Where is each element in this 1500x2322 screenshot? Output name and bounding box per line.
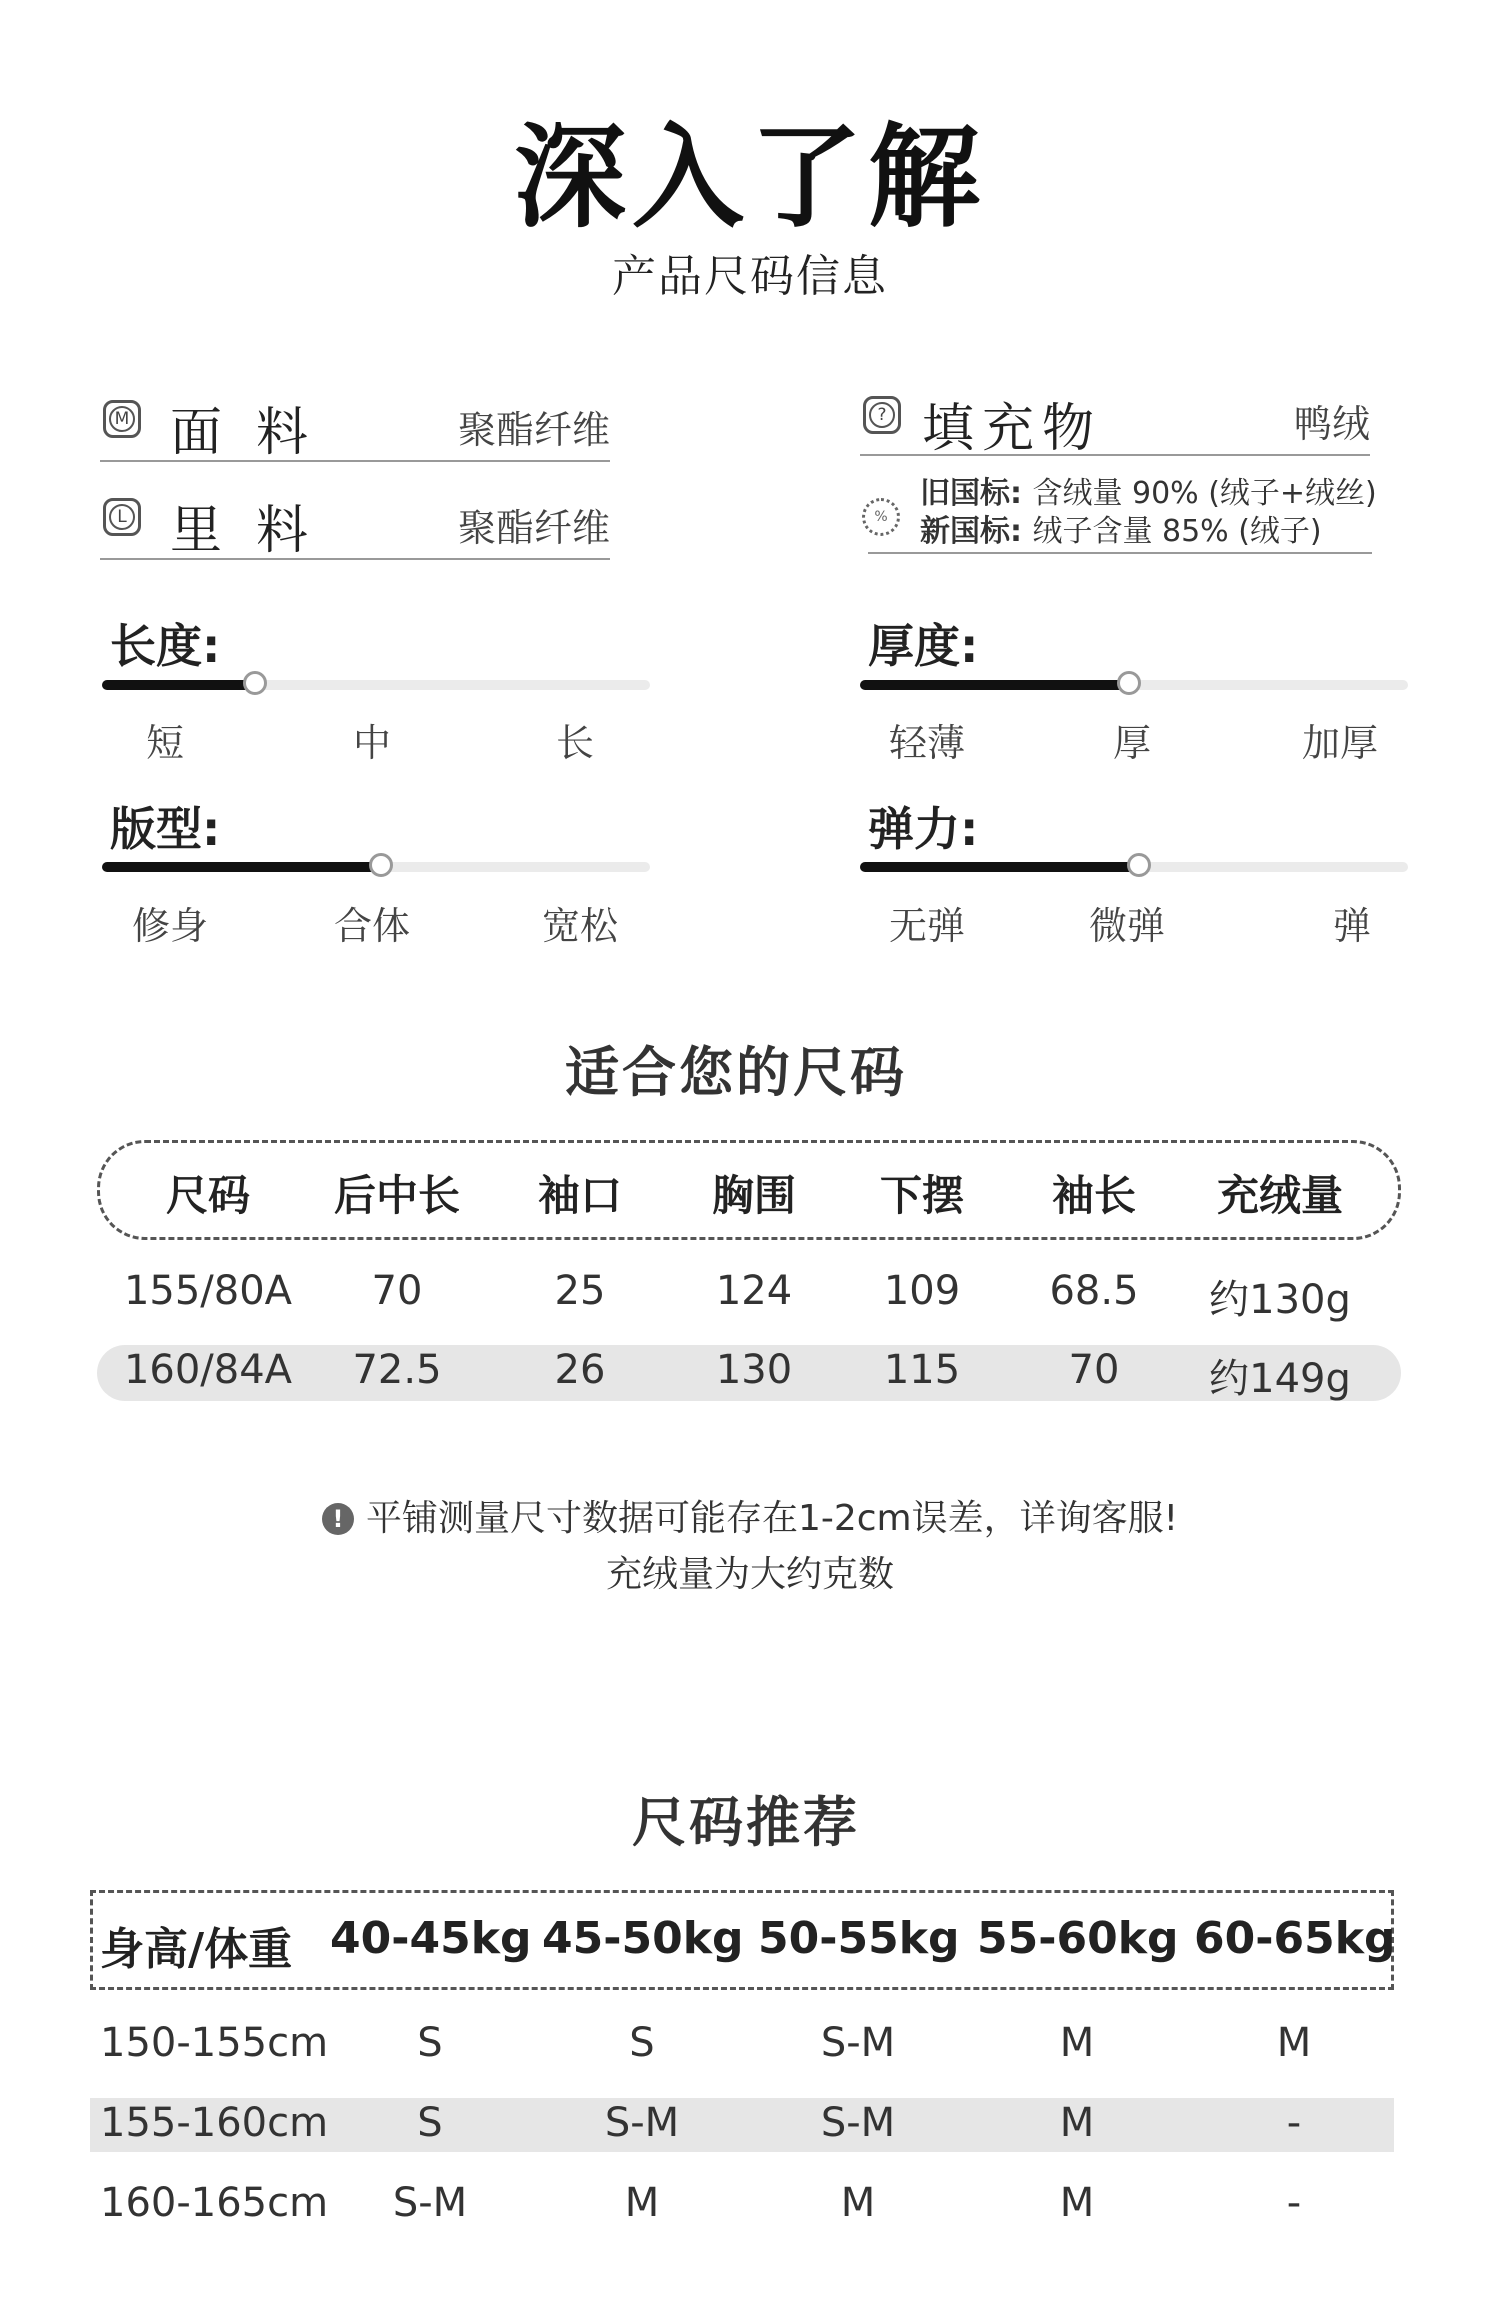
down-percent-icon: % — [862, 498, 900, 536]
material-lining-row — [100, 488, 610, 560]
size-table-cell: 124 — [715, 1268, 793, 1314]
recommend-table-cell: M — [1059, 2100, 1095, 2146]
recommend-table-cell: M — [624, 2180, 660, 2226]
size-table-cell: 约149g — [1209, 1356, 1351, 1402]
filling-icon: ? — [863, 396, 901, 434]
material-lining-value: 聚酯纤维 — [457, 506, 610, 550]
size-table-cell: 约130g — [1209, 1277, 1351, 1323]
recommend-table-cell: 160-165cm — [100, 2180, 329, 2226]
recommend-table-cell: S — [629, 2020, 655, 2066]
size-table-header-cell: 袖长 — [1051, 1171, 1136, 1220]
thickness-title: 厚度: — [868, 619, 979, 673]
length-fill — [102, 680, 255, 690]
exclamation-icon: ! — [322, 1503, 354, 1535]
length-tick-short: 短 — [145, 721, 184, 765]
size-table-cell: 70 — [371, 1268, 423, 1314]
recommend-table-cell: M — [1059, 2180, 1095, 2226]
length-tick-mid: 中 — [352, 721, 391, 765]
size-table-header-cell: 后中长 — [333, 1171, 460, 1220]
fit-track — [102, 862, 650, 872]
material-filling-label: 填充物 — [922, 399, 1103, 459]
elasticity-knob — [1127, 853, 1151, 877]
elasticity-fill — [860, 862, 1139, 872]
size-table-cell: 130 — [715, 1347, 793, 1393]
elasticity-tick-none: 无弹 — [888, 904, 965, 948]
size-table-cell: 160/84A — [123, 1347, 293, 1393]
thickness-tick-thick: 厚 — [1112, 721, 1151, 765]
recommend-table-header-cell: 身高/体重 — [100, 1924, 293, 1975]
recommend-table-cell: M — [1276, 2020, 1312, 2066]
fit-tick-loose: 宽松 — [541, 904, 618, 948]
elasticity-track — [860, 862, 1408, 872]
length-title: 长度: — [110, 619, 221, 673]
recommend-table-header-cell: 40-45kg — [330, 1913, 532, 1964]
size-table-cell: 68.5 — [1049, 1268, 1139, 1314]
size-table-header-cell: 胸围 — [711, 1171, 796, 1220]
new-standard: 新国标: 绒子含量 85% (绒子) — [920, 514, 1322, 549]
fit-tick-slim: 修身 — [131, 904, 208, 948]
size-table-header-cell: 充绒量 — [1216, 1171, 1343, 1220]
material-fabric-label: 面料 — [170, 403, 343, 463]
recommend-table-cell: S-M — [392, 2180, 468, 2226]
recommend-table-cell: M — [1059, 2020, 1095, 2066]
page-title: 深入了解 — [514, 113, 986, 243]
size-table-header-cell: 尺码 — [165, 1171, 250, 1220]
fit-fill — [102, 862, 381, 872]
recommend-table-cell: 150-155cm — [100, 2020, 329, 2066]
size-table-cell: 70 — [1068, 1347, 1120, 1393]
note-line-2: 充绒量为大约克数 — [605, 1554, 894, 1595]
old-standard: 旧国标: 含绒量 90% (绒子+绒丝) — [920, 476, 1377, 511]
recommend-table-header-cell: 50-55kg — [758, 1913, 960, 1964]
elasticity-tick-stretch: 弹 — [1332, 904, 1371, 948]
recommend-table-header-cell: 45-50kg — [542, 1913, 744, 1964]
fabric-icon: M — [103, 400, 141, 438]
recommend-table-title: 尺码推荐 — [632, 1791, 860, 1854]
size-table-header-cell: 袖口 — [537, 1171, 622, 1220]
material-fabric-value: 聚酯纤维 — [457, 408, 610, 452]
recommend-table-header-cell: 60-65kg — [1194, 1913, 1396, 1964]
elasticity-tick-slight: 微弹 — [1088, 904, 1165, 948]
length-knob — [243, 671, 267, 695]
size-table-cell: 25 — [554, 1268, 606, 1314]
thickness-track — [860, 680, 1408, 690]
recommend-table-cell: - — [1286, 2100, 1302, 2146]
size-table-cell: 115 — [883, 1347, 961, 1393]
size-table-header-cell: 下摆 — [879, 1171, 964, 1220]
recommend-table-cell: - — [1286, 2180, 1302, 2226]
recommend-table-cell: S-M — [604, 2100, 680, 2146]
length-tick-long: 长 — [555, 721, 594, 765]
fit-tick-regular: 合体 — [333, 904, 410, 948]
recommend-table-header-cell: 55-60kg — [977, 1913, 1179, 1964]
thickness-tick-light: 轻薄 — [888, 721, 965, 765]
lining-icon: L — [103, 498, 141, 536]
fit-title: 版型: — [110, 802, 221, 856]
recommend-table-cell: S — [417, 2020, 443, 2066]
recommend-table-cell: S — [417, 2100, 443, 2146]
fit-knob — [369, 853, 393, 877]
divider — [868, 552, 1372, 554]
size-table-cell: 72.5 — [352, 1347, 442, 1393]
material-lining-label: 里料 — [170, 501, 343, 561]
recommend-table-cell: M — [840, 2180, 876, 2226]
size-table-title: 适合您的尺码 — [565, 1041, 907, 1104]
note-line-1: 平铺测量尺寸数据可能存在1-2cm误差，详询客服! — [365, 1498, 1179, 1539]
elasticity-title: 弹力: — [868, 802, 979, 856]
material-filling-value: 鸭绒 — [1293, 402, 1370, 446]
recommend-table-cell: 155-160cm — [100, 2100, 329, 2146]
recommend-table-cell: S-M — [820, 2020, 896, 2066]
recommend-table-cell: S-M — [820, 2100, 896, 2146]
size-table-cell: 109 — [883, 1268, 961, 1314]
thickness-tick-extra: 加厚 — [1301, 721, 1378, 765]
material-fabric-row — [100, 390, 610, 462]
length-track — [102, 680, 650, 690]
material-filling-row — [860, 386, 1370, 459]
size-table-cell: 26 — [554, 1347, 606, 1393]
thickness-knob — [1117, 671, 1141, 695]
thickness-fill — [860, 680, 1129, 690]
size-table-cell: 155/80A — [123, 1268, 293, 1314]
page-subtitle: 产品尺码信息 — [612, 251, 888, 302]
measurement-note — [0, 1490, 1500, 1541]
